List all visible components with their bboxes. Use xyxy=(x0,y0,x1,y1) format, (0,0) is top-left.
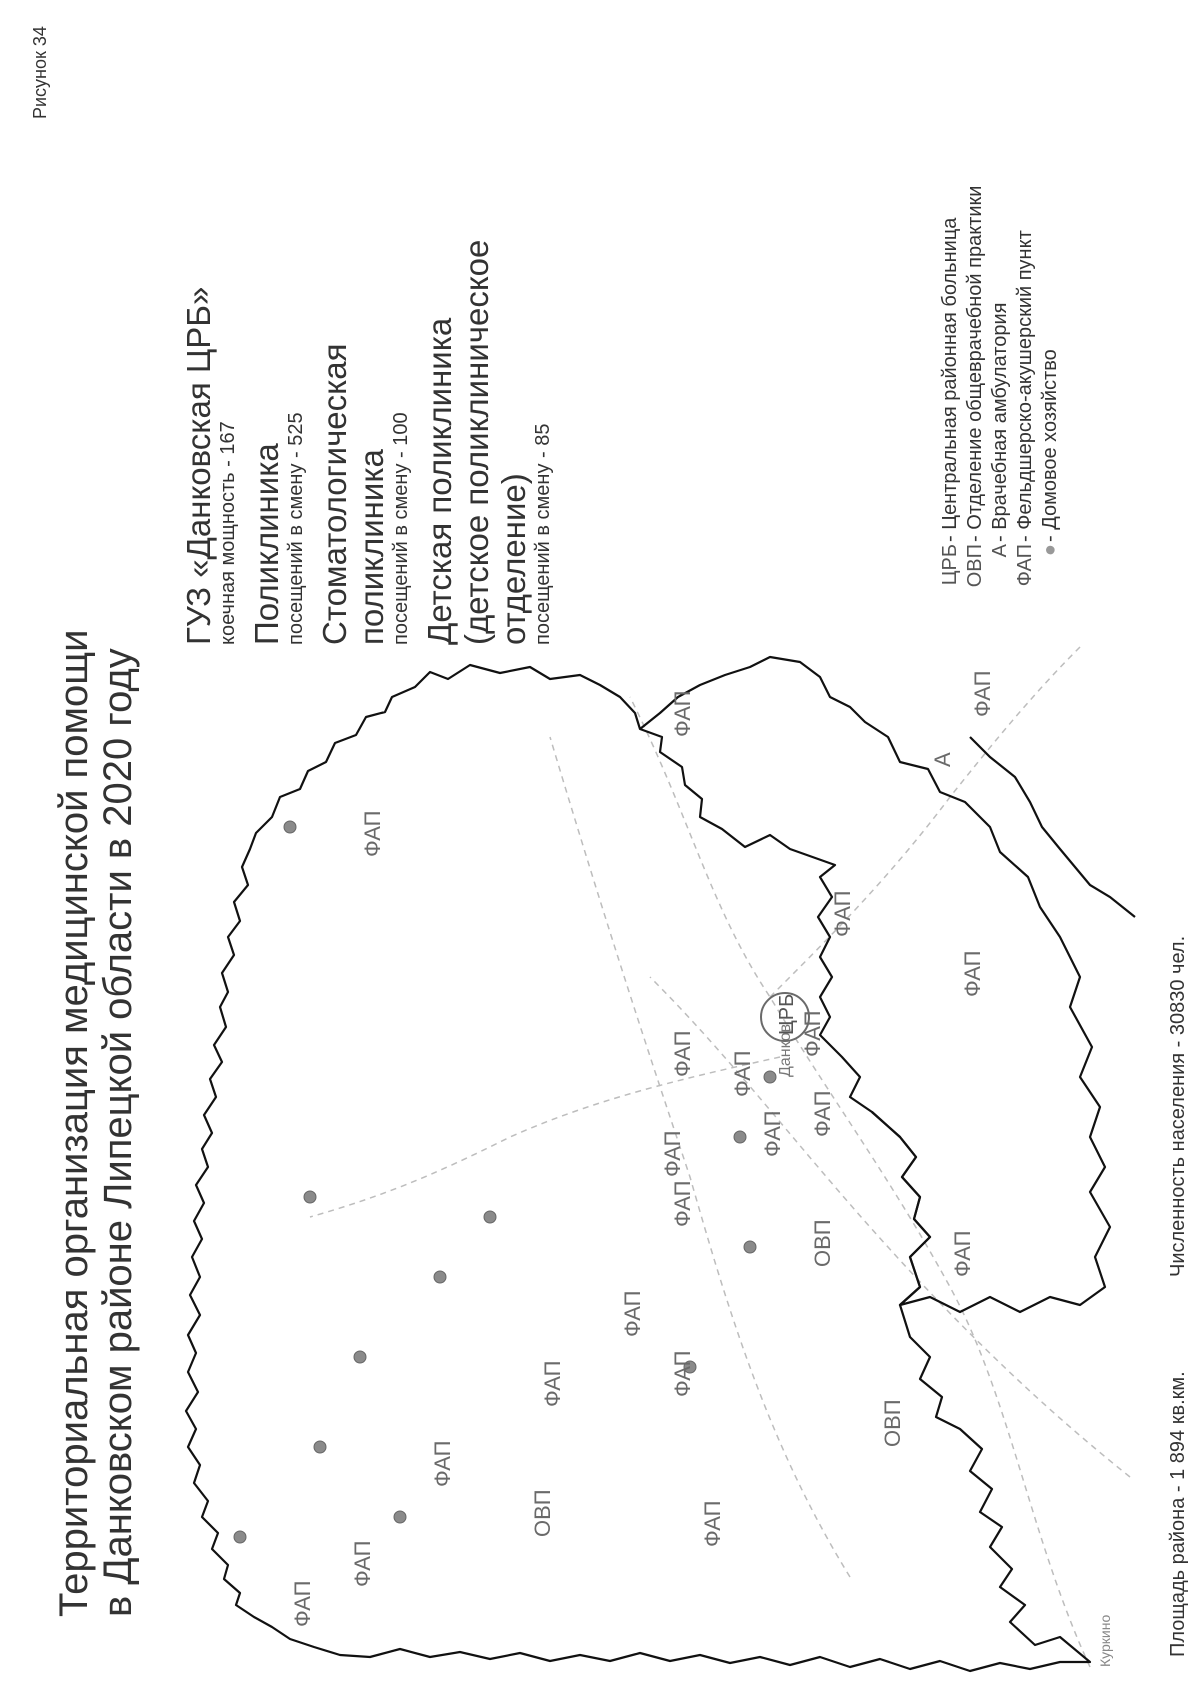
legend-key: А xyxy=(989,544,1011,558)
map-label-fap: ФАП xyxy=(970,670,995,717)
map-label-fap: ФАП xyxy=(660,1130,685,1177)
facility-metric: посещений в смену - 525 xyxy=(285,412,307,645)
map-label-fap: ФАП xyxy=(800,1010,825,1057)
district-border-fragment xyxy=(970,737,1135,917)
legend-key: ЦРБ xyxy=(939,544,961,586)
legend-text: - Фельдшерско-акушерский пункт xyxy=(1014,230,1036,542)
map-title xyxy=(52,630,140,1617)
map-label-fap: ФАП xyxy=(430,1440,455,1487)
map-label-fap: ФАП xyxy=(760,1110,785,1157)
map-label-fap: ФАП xyxy=(670,1030,695,1077)
household-marker xyxy=(744,1241,756,1253)
map-label-town: Данков xyxy=(777,1023,794,1077)
map-label-fap: ФАП xyxy=(730,1050,755,1097)
legend-key: ● xyxy=(1039,544,1061,557)
area-note: Площадь района - 1 894 кв.км. xyxy=(1167,1371,1189,1657)
facility-name: отделение) xyxy=(495,473,532,645)
facility-metric: коечная мощность - 167 xyxy=(217,421,239,645)
household-marker xyxy=(434,1271,446,1283)
district-map xyxy=(130,637,1160,1697)
facility-name: ГУЗ «Данковская ЦРБ» xyxy=(180,286,217,645)
household-marker xyxy=(764,1071,776,1083)
household-marker xyxy=(734,1131,746,1143)
facility-name: (детское поликлиническое xyxy=(458,239,495,645)
road xyxy=(550,737,850,1577)
map-label-ovp: ОВП xyxy=(810,1219,835,1267)
household-marker xyxy=(304,1191,316,1203)
facility-name: Поликлиника xyxy=(248,443,285,645)
map-label-ovp: ОВП xyxy=(530,1489,555,1537)
map-label-fap: ФАП xyxy=(670,1180,695,1227)
crb-label: ЦРБ xyxy=(776,993,798,1035)
population-note: Численность населения - 30830 чел. xyxy=(1167,935,1189,1277)
road xyxy=(310,1057,780,1217)
map-title-line1: Территориальная организация медицинской помощи xyxy=(52,629,96,1617)
district-border xyxy=(186,665,1090,1671)
legend-row-crb xyxy=(938,186,963,602)
facility-metric: посещений в смену - 85 xyxy=(532,423,554,645)
legend-row-ovp xyxy=(963,186,988,602)
household-marker xyxy=(354,1351,366,1363)
map-label-fap: ФАП xyxy=(350,1540,375,1587)
map-label-place: Куркино xyxy=(1097,1614,1113,1667)
map-legend xyxy=(938,186,1063,602)
household-marker xyxy=(284,821,296,833)
map-label-fap: ФАП xyxy=(540,1360,565,1407)
map-label-fap: ФАП xyxy=(700,1500,725,1547)
legend-row-household xyxy=(1038,186,1063,602)
map-label-fap: ФАП xyxy=(960,950,985,997)
legend-text: - Отделение общеврачебной практики xyxy=(964,185,986,542)
facility-name: Стоматологическая xyxy=(316,343,353,645)
legend-text: - Центральная районная больница xyxy=(939,217,961,542)
map-label-ovp: ОВП xyxy=(880,1399,905,1447)
facility-name: поликлиника xyxy=(353,449,390,645)
legend-text: - Врачебная амбулатория xyxy=(989,302,1011,542)
legend-row-fap xyxy=(1013,186,1038,602)
household-marker xyxy=(484,1211,496,1223)
map-label-fap: ФАП xyxy=(670,1350,695,1397)
district-border-north xyxy=(640,657,1110,1312)
map-label-fap: ФАП xyxy=(360,810,385,857)
facility-list xyxy=(180,240,555,645)
facility-metric: посещений в смену - 100 xyxy=(390,412,412,645)
map-label-fap: ФАП xyxy=(670,690,695,737)
legend-text: - Домовое хозяйство xyxy=(1039,349,1061,542)
household-marker xyxy=(234,1531,246,1543)
map-label-fap: ФАП xyxy=(810,1090,835,1137)
map-title-line2: в Данковском районе Липецкой области в 2020 году xyxy=(96,648,140,1617)
map-label-amb: А xyxy=(930,752,955,767)
legend-row-amb xyxy=(988,186,1013,602)
map-label-fap: ФАП xyxy=(950,1230,975,1277)
road xyxy=(630,697,1090,1667)
legend-key: ФАП xyxy=(1014,544,1036,587)
map-label-fap: ФАП xyxy=(830,890,855,937)
map-label-fap: ФАП xyxy=(620,1290,645,1337)
figure-number: Рисунок 34 xyxy=(30,26,50,119)
map-label-fap: ФАП xyxy=(290,1580,315,1627)
facility-name: Детская поликлиника xyxy=(421,317,458,645)
household-marker xyxy=(394,1511,406,1523)
household-marker xyxy=(314,1441,326,1453)
legend-key: ОВП xyxy=(964,544,986,588)
road xyxy=(770,647,1080,997)
